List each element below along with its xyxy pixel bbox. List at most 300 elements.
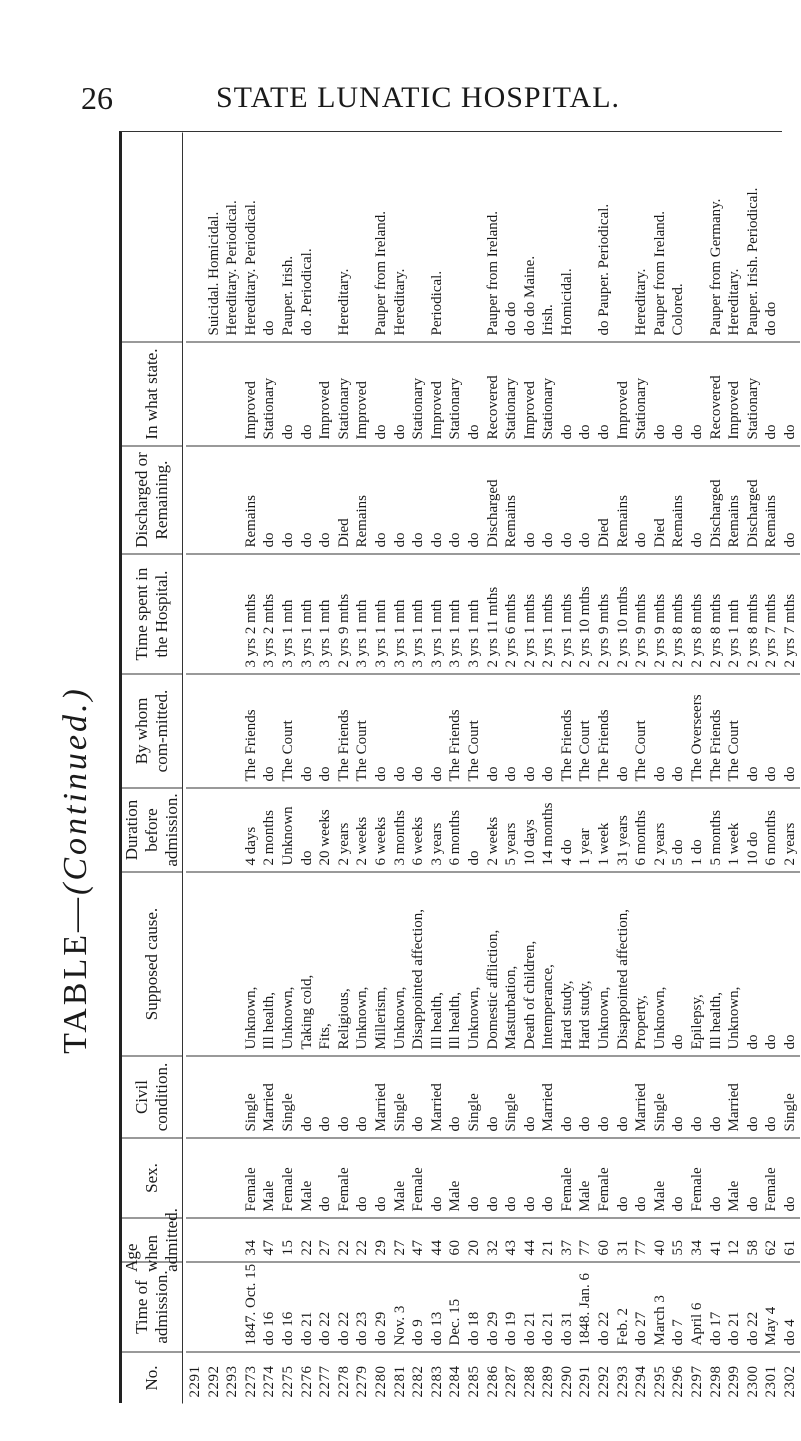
cell-sex: Female <box>279 1137 298 1217</box>
cell-civil: do <box>409 1055 428 1137</box>
cell-state: Stationary <box>632 341 651 445</box>
cell-discharged: do <box>298 445 317 553</box>
cell-remarks: do <box>261 320 278 335</box>
cell-state: do <box>372 341 391 445</box>
cell-civil: do <box>576 1055 595 1137</box>
cell-sex: do <box>632 1137 651 1217</box>
cell-discharged: do <box>558 445 577 553</box>
col-header-no: No. <box>122 1351 182 1403</box>
table-row <box>260 132 279 1403</box>
cell-civil: do <box>762 1055 781 1137</box>
cell-age: 60 <box>595 1217 614 1261</box>
cell-no: 2293 <box>614 1351 633 1403</box>
cell-state: Stationary <box>409 341 428 445</box>
table-row <box>595 132 614 1403</box>
cell-time-spent: 2 yrs 1 mths <box>539 553 558 673</box>
cell-no: 2298 <box>707 1351 726 1403</box>
cell-time <box>186 1261 205 1351</box>
cell-time-spent: 2 yrs 8 mths <box>744 553 763 673</box>
cell-sex: do <box>316 1137 335 1217</box>
cell-discharged <box>186 445 205 553</box>
cell-cause <box>223 871 242 1055</box>
cell-cause: Property, <box>632 871 651 1055</box>
table-row <box>632 132 651 1403</box>
cell-duration: 1 do <box>688 787 707 871</box>
cell-time-spent <box>205 553 224 673</box>
cell-age: 43 <box>502 1217 521 1261</box>
cell-state: Improved <box>242 341 261 445</box>
cell-sex: Female <box>762 1137 781 1217</box>
cell-remarks: do Pauper. Periodical. <box>596 203 613 335</box>
cell-age: 22 <box>335 1217 354 1261</box>
cell-duration: 1 year <box>576 787 595 871</box>
cell-age: 29 <box>372 1217 391 1261</box>
cell-remarks <box>316 132 335 341</box>
col-header-discharged: Discharged or Remaining. <box>122 445 182 553</box>
table-row <box>465 132 484 1403</box>
cell-by-whom: do <box>391 673 410 787</box>
cell-duration: 2 weeks <box>353 787 372 871</box>
cell-discharged: Remains <box>242 445 261 553</box>
cell-time-spent: 3 yrs 1 mth <box>446 553 465 673</box>
cell-remarks <box>465 132 484 341</box>
cell-remarks <box>576 132 595 341</box>
cell-state: do <box>595 341 614 445</box>
cell-sex: do <box>428 1137 447 1217</box>
cell-time: do 21 <box>298 1261 317 1351</box>
cell-state: Stationary <box>260 341 279 445</box>
table-row <box>353 132 372 1403</box>
cell-by-whom: do <box>744 673 763 787</box>
cell-state: do <box>688 341 707 445</box>
cell-sex: Female <box>409 1137 428 1217</box>
cell-duration: 2 months <box>260 787 279 871</box>
cell-by-whom: do <box>484 673 503 787</box>
cell-duration: 14 months <box>539 787 558 871</box>
cell-civil: do <box>669 1055 688 1137</box>
cell-duration: 10 do <box>744 787 763 871</box>
cell-age: 60 <box>446 1217 465 1261</box>
cell-age: 21 <box>539 1217 558 1261</box>
cell-by-whom: The Court <box>279 673 298 787</box>
table-row <box>223 132 242 1403</box>
cell-discharged: Died <box>595 445 614 553</box>
cell-state <box>186 341 205 445</box>
cell-by-whom: The Court <box>576 673 595 787</box>
cell-discharged: do <box>446 445 465 553</box>
cell-sex: do <box>669 1137 688 1217</box>
cell-remarks: Hereditary. Periodical. <box>224 199 241 335</box>
cell-cause <box>205 871 224 1055</box>
cell-time-spent: 2 yrs 1 mths <box>521 553 540 673</box>
cell-discharged: Discharged <box>744 445 763 553</box>
cell-age: 34 <box>688 1217 707 1261</box>
table-row <box>502 132 521 1403</box>
cell-by-whom: The Friends <box>242 673 261 787</box>
table-row <box>614 132 633 1403</box>
cell-state: Improved <box>428 341 447 445</box>
cell-remarks: Pauper from Ireland. <box>484 210 501 335</box>
cell-time: do 7 <box>669 1261 688 1351</box>
cell-no: 2291 <box>576 1351 595 1403</box>
cell-age: 61 <box>781 1217 800 1261</box>
cell-by-whom: The Overseers <box>688 673 707 787</box>
cell-sex: do <box>539 1137 558 1217</box>
cell-discharged: Remains <box>725 445 744 553</box>
running-title: STATE LUNATIC HOSPITAL. <box>216 81 621 114</box>
cell-no: 2276 <box>298 1351 317 1403</box>
cell-duration: 10 days <box>521 787 540 871</box>
cell-remarks: Pauper from Ireland. <box>651 210 668 335</box>
cell-duration: 5 do <box>669 787 688 871</box>
cell-sex: Male <box>260 1137 279 1217</box>
cell-state: do <box>762 341 781 445</box>
cell-cause: Disappointed affection, <box>409 871 428 1055</box>
col-header-age: Age when admitted. <box>122 1207 181 1272</box>
cell-state: do <box>391 341 410 445</box>
cell-civil: Single <box>465 1055 484 1137</box>
cell-state: Stationary <box>502 341 521 445</box>
cell-remarks: Pauper. Irish. <box>279 255 296 335</box>
cell-state: do <box>558 341 577 445</box>
cell-time-spent: 3 yrs 1 mth <box>298 553 317 673</box>
cell-cause: Taking cold, <box>298 871 317 1055</box>
cell-discharged: do <box>391 445 410 553</box>
cell-state: Stationary <box>539 341 558 445</box>
cell-remarks: Irish. <box>540 303 557 335</box>
cell-duration: 4 days <box>242 787 261 871</box>
cell-time: do 17 <box>707 1261 726 1351</box>
cell-cause: Epilepsy, <box>688 871 707 1055</box>
cell-sex <box>223 1137 242 1217</box>
cell-remarks <box>186 132 205 341</box>
cell-cause: Domestic affliction, <box>484 871 503 1055</box>
cell-remarks <box>688 132 707 341</box>
cell-time <box>205 1261 224 1351</box>
cell-no: 2302 <box>781 1351 800 1403</box>
cell-cause: Millerism, <box>372 871 391 1055</box>
cell-by-whom <box>186 673 205 787</box>
table-row <box>688 132 707 1403</box>
cell-sex: do <box>484 1137 503 1217</box>
cell-age: 20 <box>465 1217 484 1261</box>
cell-age: 34 <box>242 1217 261 1261</box>
table-row <box>539 132 558 1403</box>
cell-state <box>205 341 224 445</box>
cell-civil: do <box>446 1055 465 1137</box>
cell-remarks: Pauper from Germany. <box>707 198 724 335</box>
cell-duration: do <box>298 787 317 871</box>
cell-time: do 16 <box>260 1261 279 1351</box>
cell-civil: Single <box>781 1055 800 1137</box>
page-header <box>0 78 801 118</box>
cell-by-whom: do <box>762 673 781 787</box>
cell-cause: do <box>781 871 800 1055</box>
cell-cause: Religious, <box>335 871 354 1055</box>
cell-no: 2274 <box>260 1351 279 1403</box>
cell-duration <box>223 787 242 871</box>
cell-time: do 23 <box>353 1261 372 1351</box>
col-header-civil: Civil condition. <box>122 1055 182 1137</box>
cell-remarks: do do <box>503 301 520 335</box>
cell-remarks <box>781 132 800 341</box>
col-header-duration: Duration before admission. <box>122 787 182 871</box>
cell-duration: Unknown <box>279 787 298 871</box>
cell-age: 44 <box>428 1217 447 1261</box>
table-row <box>576 132 595 1403</box>
table-row <box>298 132 317 1403</box>
cell-state: do <box>576 341 595 445</box>
cell-remarks: Suicidal. Homicidal. <box>205 211 222 335</box>
cell-duration: 3 years <box>428 787 447 871</box>
cell-time: do 22 <box>316 1261 335 1351</box>
cell-civil <box>223 1055 242 1137</box>
cell-sex: Female <box>595 1137 614 1217</box>
cell-no: 2288 <box>521 1351 540 1403</box>
cell-state: Improved <box>725 341 744 445</box>
cell-sex: Male <box>725 1137 744 1217</box>
cell-no: 2300 <box>744 1351 763 1403</box>
table-side-title: TABLE—(Continued.) <box>57 686 94 1054</box>
cell-time-spent: 2 yrs 9 mths <box>651 553 670 673</box>
cell-discharged: Remains <box>614 445 633 553</box>
cell-cause: Death of children, <box>521 871 540 1055</box>
cell-time: May 4 <box>762 1261 781 1351</box>
table-row <box>762 132 781 1403</box>
cell-duration: 1 week <box>725 787 744 871</box>
cell-duration: 2 years <box>651 787 670 871</box>
cell-cause: Unknown, <box>651 871 670 1055</box>
cell-time: do 9 <box>409 1261 428 1351</box>
table-row <box>428 132 447 1403</box>
cell-by-whom: do <box>669 673 688 787</box>
cell-civil: do <box>558 1055 577 1137</box>
cell-discharged: do <box>428 445 447 553</box>
cell-by-whom: do <box>614 673 633 787</box>
cell-duration: 5 months <box>707 787 726 871</box>
cell-duration: 6 weeks <box>372 787 391 871</box>
cell-sex: Male <box>446 1137 465 1217</box>
cell-time: do 29 <box>484 1261 503 1351</box>
cell-no: 2277 <box>316 1351 335 1403</box>
cell-no: 2296 <box>669 1351 688 1403</box>
cell-time: March 3 <box>651 1261 670 1351</box>
cell-state: do <box>465 341 484 445</box>
cell-discharged: do <box>521 445 540 553</box>
table-row <box>484 132 503 1403</box>
cell-no: 2287 <box>502 1351 521 1403</box>
cell-age: 58 <box>744 1217 763 1261</box>
cell-sex: Male <box>391 1137 410 1217</box>
cell-time <box>223 1261 242 1351</box>
cell-remarks: do .Periodical. <box>298 247 315 335</box>
cell-remarks: Homicidal. <box>558 267 575 335</box>
cell-remarks: Hereditary. <box>633 268 650 335</box>
cell-age: 55 <box>669 1217 688 1261</box>
cell-time: do 22 <box>335 1261 354 1351</box>
cell-time-spent: 2 yrs 11 mths <box>484 553 503 673</box>
cell-time: do 4 <box>781 1261 800 1351</box>
cell-no: 2273 <box>242 1351 261 1403</box>
cell-sex: do <box>353 1137 372 1217</box>
cell-time: do 19 <box>502 1261 521 1351</box>
cell-no: 2292 <box>205 1351 224 1403</box>
cell-state: do <box>651 341 670 445</box>
cell-no: 2283 <box>428 1351 447 1403</box>
cell-cause: Fits, <box>316 871 335 1055</box>
cell-discharged: do <box>260 445 279 553</box>
cell-time-spent: 2 yrs 9 mths <box>335 553 354 673</box>
cell-civil: Single <box>502 1055 521 1137</box>
cell-time: April 6 <box>688 1261 707 1351</box>
cell-time: Feb. 2 <box>614 1261 633 1351</box>
cell-sex: do <box>502 1137 521 1217</box>
cell-no: 2280 <box>372 1351 391 1403</box>
table-row <box>186 132 205 1403</box>
cell-age: 22 <box>298 1217 317 1261</box>
cell-cause: Unknown, <box>465 871 484 1055</box>
cell-time: do 16 <box>279 1261 298 1351</box>
cell-time-spent: 2 yrs 9 mths <box>632 553 651 673</box>
cell-remarks: do do <box>763 301 780 335</box>
table-title-continued: (Continued.) <box>57 686 94 895</box>
cell-time-spent: 2 yrs 8 mths <box>688 553 707 673</box>
cell-time-spent: 2 yrs 8 mths <box>669 553 688 673</box>
table-row <box>242 132 261 1403</box>
cell-no: 2301 <box>762 1351 781 1403</box>
cell-cause: Unknown, <box>391 871 410 1055</box>
cell-discharged: do <box>576 445 595 553</box>
cell-duration: 6 months <box>632 787 651 871</box>
cell-no: 2281 <box>391 1351 410 1403</box>
cell-cause: Disappointed affection, <box>614 871 633 1055</box>
cell-civil: Married <box>372 1055 391 1137</box>
cell-civil: Married <box>260 1055 279 1137</box>
cell-age: 22 <box>353 1217 372 1261</box>
cell-by-whom: The Friends <box>707 673 726 787</box>
cell-state <box>223 341 242 445</box>
cell-no: 2295 <box>651 1351 670 1403</box>
cell-time-spent: 2 yrs 1 mth <box>725 553 744 673</box>
col-header-time-spent: Time spent in the Hospital. <box>122 553 182 673</box>
cell-discharged: do <box>539 445 558 553</box>
cell-by-whom: do <box>539 673 558 787</box>
cell-discharged: Discharged <box>707 445 726 553</box>
cell-by-whom: do <box>521 673 540 787</box>
cell-duration: 6 weeks <box>409 787 428 871</box>
cell-by-whom <box>223 673 242 787</box>
cell-duration: 1 week <box>595 787 614 871</box>
table-row <box>409 132 428 1403</box>
cell-time-spent: 2 yrs 8 mths <box>707 553 726 673</box>
col-header-cause: Supposed cause. <box>122 871 182 1055</box>
cell-civil: Married <box>428 1055 447 1137</box>
table-body <box>183 132 801 1403</box>
cell-time-spent: 3 yrs 1 mth <box>279 553 298 673</box>
cell-age: 41 <box>707 1217 726 1261</box>
cell-state: Stationary <box>446 341 465 445</box>
cell-duration: 2 weeks <box>484 787 503 871</box>
cell-time-spent: 2 yrs 10 mths <box>576 553 595 673</box>
table-row <box>725 132 744 1403</box>
table-row <box>446 132 465 1403</box>
table-frame <box>119 131 798 1403</box>
cell-by-whom: do <box>372 673 391 787</box>
col-header-time: Time of admission. <box>122 1261 182 1351</box>
cell-by-whom: do <box>409 673 428 787</box>
cell-duration: 2 years <box>781 787 800 871</box>
cell-cause: Hard study, <box>558 871 577 1055</box>
cell-state: Recovered <box>707 341 726 445</box>
cell-no: 2294 <box>632 1351 651 1403</box>
cell-time-spent: 2 yrs 7 mths <box>762 553 781 673</box>
cell-age: 27 <box>391 1217 410 1261</box>
table-header <box>122 132 183 1403</box>
cell-sex: Female <box>558 1137 577 1217</box>
cell-sex: do <box>614 1137 633 1217</box>
table-row <box>558 132 577 1403</box>
cell-civil: do <box>484 1055 503 1137</box>
admissions-table <box>122 132 798 1403</box>
cell-age: 77 <box>632 1217 651 1261</box>
cell-time-spent: 2 yrs 9 mths <box>595 553 614 673</box>
cell-civil: do <box>595 1055 614 1137</box>
cell-sex: do <box>707 1137 726 1217</box>
cell-remarks: do do Maine. <box>521 255 538 335</box>
cell-cause: Unknown, <box>353 871 372 1055</box>
cell-remarks: Hereditary. Periodical. <box>242 199 259 335</box>
cell-sex: Female <box>242 1137 261 1217</box>
cell-duration: do <box>465 787 484 871</box>
cell-civil: Married <box>632 1055 651 1137</box>
table-row <box>316 132 335 1403</box>
cell-time-spent <box>186 553 205 673</box>
cell-state: do <box>279 341 298 445</box>
cell-cause: Ill health, <box>428 871 447 1055</box>
cell-time: do 22 <box>595 1261 614 1351</box>
cell-remarks <box>409 132 428 341</box>
cell-civil: do <box>521 1055 540 1137</box>
cell-sex: Female <box>335 1137 354 1217</box>
cell-cause: Unknown, <box>725 871 744 1055</box>
cell-no: 2297 <box>688 1351 707 1403</box>
cell-state: Recovered <box>484 341 503 445</box>
cell-time-spent: 3 yrs 2 mths <box>242 553 261 673</box>
cell-civil: Married <box>539 1055 558 1137</box>
cell-remarks: Colored. <box>670 282 687 335</box>
cell-state: Stationary <box>744 341 763 445</box>
cell-state: do <box>669 341 688 445</box>
cell-time: 1847. Oct. 15 <box>242 1261 261 1351</box>
cell-civil: do <box>335 1055 354 1137</box>
cell-cause: Intemperance, <box>539 871 558 1055</box>
cell-by-whom: The Friends <box>446 673 465 787</box>
cell-time: do 18 <box>465 1261 484 1351</box>
cell-cause: Ill health, <box>446 871 465 1055</box>
cell-remarks <box>446 132 465 341</box>
cell-civil: do <box>744 1055 763 1137</box>
cell-discharged: do <box>688 445 707 553</box>
col-header-by-whom: By whom com-mitted. <box>122 673 182 787</box>
cell-duration: 6 months <box>762 787 781 871</box>
cell-cause: Unknown, <box>242 871 261 1055</box>
cell-civil <box>186 1055 205 1137</box>
cell-time-spent: 3 yrs 2 mths <box>260 553 279 673</box>
cell-discharged: do <box>316 445 335 553</box>
cell-civil: do <box>353 1055 372 1137</box>
cell-by-whom: The Friends <box>558 673 577 787</box>
cell-civil: do <box>688 1055 707 1137</box>
